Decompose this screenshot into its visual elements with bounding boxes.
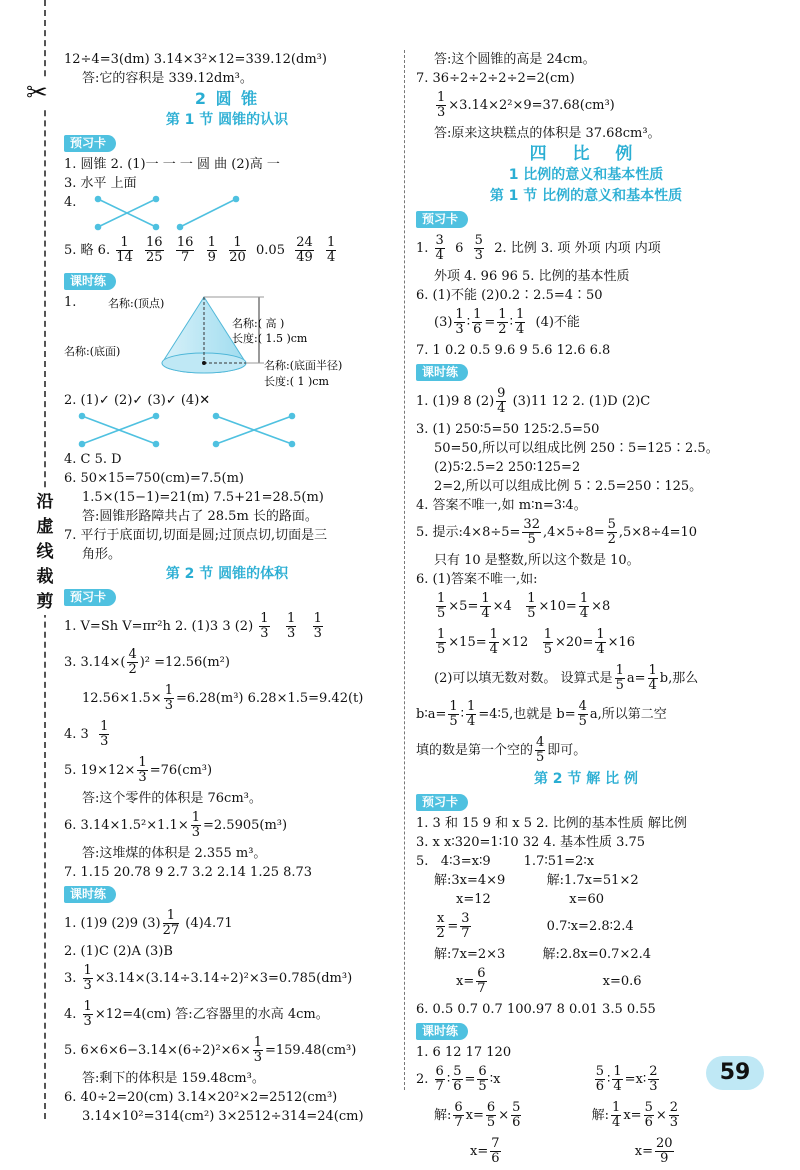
cone-diagram-block bbox=[64, 293, 390, 391]
fraction: $\frac{1}{5}$ bbox=[527, 591, 536, 621]
fraction: $\frac{1}{14}$ bbox=[116, 235, 133, 265]
matching-diagram bbox=[64, 410, 304, 450]
answer-text: 4. bbox=[64, 1007, 81, 1022]
answer-line: 外项 4. 96 96 5. 比例的基本性质 bbox=[434, 269, 630, 284]
fraction: $\frac{x}{2}$ bbox=[436, 911, 445, 941]
answer-text: =6.28(m³) 6.28×1.5=9.42(t) bbox=[175, 691, 364, 706]
fraction: $\frac{6}{5}$ bbox=[478, 1064, 487, 1094]
preview-tag: 预习卡 bbox=[416, 211, 468, 228]
answer-line: 1. 6 12 17 120 bbox=[416, 1045, 512, 1060]
answer-text: (4)不能 bbox=[535, 315, 580, 330]
answer-text: b,那么 bbox=[659, 671, 699, 686]
fraction: $\frac{1}{3}$ bbox=[164, 683, 173, 713]
section-title: 第 2 节 解 比 例 bbox=[533, 771, 639, 787]
fraction: $\frac{1}{3}$ bbox=[455, 307, 464, 337]
answer-text: x= bbox=[470, 1144, 489, 1159]
answer-line: 答:它的容积是 339.12dm³。 bbox=[82, 71, 253, 86]
right-column bbox=[416, 50, 756, 1170]
answer-text: 4. 3 bbox=[64, 727, 89, 742]
answer-text: )² =12.56(m²) bbox=[139, 655, 230, 670]
fraction: $\frac{1}{5}$ bbox=[615, 663, 624, 693]
answer-text: 5. 6×6×6−3.14×(6÷2)²×6× bbox=[64, 1043, 251, 1058]
answer-line: 答:这堆煤的体积是 2.355 m³。 bbox=[82, 846, 267, 861]
answer-line bbox=[64, 961, 390, 997]
answer-line: 答:原来这块糕点的体积是 37.68cm³。 bbox=[434, 126, 661, 141]
answer-text: 填的数是第一个空的 bbox=[416, 743, 534, 758]
answer-line bbox=[416, 384, 756, 420]
fraction: $\frac{9}{4}$ bbox=[497, 386, 506, 416]
fraction: $\frac{1}{5}$ bbox=[437, 591, 446, 621]
fraction: $\frac{1}{3}$ bbox=[100, 719, 109, 749]
answer-line bbox=[64, 717, 390, 753]
label-height: 名称:( 高 ) bbox=[232, 317, 285, 330]
answer-text: x=0.6 bbox=[602, 974, 642, 989]
answer-line bbox=[416, 589, 756, 625]
fraction: $\frac{5}{3}$ bbox=[474, 233, 483, 263]
fraction: $\frac{4}{2}$ bbox=[128, 647, 137, 677]
fraction: $\frac{20}{9}$ bbox=[656, 1136, 673, 1166]
answer-text: a= bbox=[626, 671, 646, 686]
answer-text: ×16 bbox=[607, 635, 636, 650]
answer-text: =76(cm³) bbox=[149, 763, 213, 778]
preview-tag: 预习卡 bbox=[64, 135, 116, 152]
answer-line bbox=[416, 661, 756, 697]
chapter-title: 2 圆 锥 bbox=[194, 89, 260, 108]
answer-text: 1. bbox=[416, 241, 429, 256]
answer-text: ×3.14×(3.14÷3.14÷2)²×3=0.785(dm³) bbox=[94, 971, 353, 986]
match-dot bbox=[96, 197, 101, 202]
answer-line: 5. 4∶3=x∶9 1.7∶51=2∶x bbox=[416, 854, 595, 869]
answer-text: (2)可以填无数对数。 设算式是 bbox=[434, 671, 613, 686]
scissors-icon: ✂ bbox=[26, 78, 48, 108]
fraction: $\frac{1}{5}$ bbox=[437, 627, 446, 657]
fraction: $\frac{1}{3}$ bbox=[138, 755, 147, 785]
answer-line: 答:这个圆锥的高是 24cm。 bbox=[434, 52, 596, 67]
answer-text: 6 bbox=[455, 241, 464, 256]
answer-text: ×8 bbox=[591, 599, 611, 614]
fraction: $\frac{16}{7}$ bbox=[176, 235, 194, 265]
fraction: $\frac{1}{3}$ bbox=[83, 999, 92, 1029]
center-dot bbox=[202, 361, 206, 365]
answer-line: 3.14×10²=314(cm²) 3×2512÷314=24(cm) bbox=[82, 1109, 364, 1124]
answer-line bbox=[416, 515, 756, 551]
answer-text: 3. bbox=[64, 971, 81, 986]
fraction: $\frac{1}{4}$ bbox=[515, 307, 525, 337]
answer-text: =4∶5,也就是 b= bbox=[478, 707, 576, 722]
answer-line bbox=[64, 997, 390, 1033]
fraction: $\frac{5}{2}$ bbox=[607, 517, 616, 547]
answer-text: =159.48(cm³) bbox=[265, 1043, 357, 1058]
answer-line: 50=50,所以可以组成比例 250∶5=125∶2.5。 bbox=[434, 441, 719, 456]
fraction: $\frac{6}{5}$ bbox=[486, 1100, 496, 1130]
practice-tag: 课时练 bbox=[64, 273, 116, 290]
answer-text: ×5= bbox=[448, 599, 479, 614]
fraction: $\frac{7}{6}$ bbox=[491, 1136, 500, 1166]
answer-line: 6. (1)答案不唯一,如: bbox=[416, 572, 538, 587]
fraction: $\frac{1}{4}$ bbox=[648, 663, 657, 693]
answer-line: 12÷4=3(dm) 3.14×3²×12=339.12(dm³) bbox=[64, 52, 327, 67]
answer-line: 6. 0.5 0.7 0.7 100.97 8 0.01 3.5 0.55 bbox=[416, 1002, 656, 1017]
answer-line: 2. (1)✓ (2)✓ (3)✓ (4)✕ bbox=[64, 393, 211, 408]
match-dot bbox=[234, 197, 239, 202]
answer-text: 1. (1)9 (2)9 (3) bbox=[64, 916, 161, 931]
fraction: $\frac{5}{6}$ bbox=[595, 1064, 604, 1094]
fraction: $\frac{1}{3}$ bbox=[313, 611, 322, 641]
match-dot bbox=[154, 225, 159, 230]
answer-line: 解:7x=2×3 解:2.8x=0.7×2.4 bbox=[434, 947, 652, 962]
match-line bbox=[180, 199, 236, 227]
fraction: $\frac{1}{3}$ bbox=[191, 810, 200, 840]
fraction: $\frac{1}{27}$ bbox=[162, 908, 180, 938]
fraction: $\frac{1}{4}$ bbox=[612, 1100, 621, 1130]
answer-text: 5. 略 6. bbox=[64, 243, 111, 258]
answer-line: (2)5∶2.5=2 250∶125=2 bbox=[434, 460, 581, 475]
answer-line: 答:剩下的体积是 159.48cm³。 bbox=[82, 1071, 265, 1086]
answer-text: ×3.14×2²×9=37.68(cm³) bbox=[448, 98, 615, 113]
matching-diagram bbox=[86, 193, 266, 233]
label-radius-length: 长度:( 1 )cm bbox=[264, 375, 329, 388]
answer-text: 2. 比例 3. 项 外项 内项 内项 bbox=[494, 241, 661, 256]
answer-line: (3) $\frac{1}{3}$ ∶ $\frac{1}{6}$ = $\frac{1}{2}$ ∶ $\frac{1}{4}$ (4)不能 bbox=[434, 307, 580, 337]
answer-line: $\frac{x}{2}$ = $\frac{3}{7}$ 0.7∶x=2.8∶2.4 bbox=[436, 911, 634, 941]
preview-tag: 预习卡 bbox=[416, 794, 468, 811]
answer-text: 5. 提示:4×8÷5= bbox=[416, 525, 521, 540]
column-divider bbox=[404, 50, 405, 1090]
answer-line: b∶a= $\frac{1}{5}$ ∶ $\frac{1}{4}$ =4∶5,也就是 b= $\frac{4}{5}$ a,所以第二空 bbox=[416, 699, 667, 729]
fraction: $\frac{32}{5}$ bbox=[523, 517, 540, 547]
match-dot bbox=[154, 197, 159, 202]
answer-text: (4)4.71 bbox=[185, 916, 233, 931]
answer-text: 解: bbox=[434, 1108, 452, 1123]
left-column bbox=[64, 50, 390, 1126]
answer-line bbox=[416, 625, 756, 661]
answer-text: ,5×8÷4=10 bbox=[618, 525, 698, 540]
fraction: $\frac{6}{7}$ bbox=[454, 1100, 463, 1130]
answer-line: 6. 50×15=750(cm)=7.5(m) bbox=[64, 471, 245, 486]
section-title: 第 2 节 圆锥的体积 bbox=[165, 566, 289, 582]
fraction: $\frac{1}{3}$ bbox=[260, 611, 269, 641]
matching-diagram-3 bbox=[64, 410, 390, 450]
answer-line: 7. 36÷2÷2÷2÷2=2(cm) bbox=[416, 71, 575, 86]
match-dot bbox=[96, 225, 101, 230]
answer-text: ×20= bbox=[555, 635, 594, 650]
answer-line bbox=[64, 753, 390, 789]
answer-line bbox=[416, 88, 756, 124]
fraction: $\frac{6}{7}$ bbox=[477, 966, 486, 996]
answer-text: 即可。 bbox=[547, 743, 587, 758]
answer-line bbox=[64, 808, 390, 844]
fraction: $\frac{2}{3}$ bbox=[669, 1100, 679, 1130]
practice-tag: 课时练 bbox=[416, 364, 468, 381]
answer-text: 5. 19×12× bbox=[64, 763, 136, 778]
answer-line bbox=[416, 733, 756, 769]
fraction: $\frac{4}{5}$ bbox=[578, 699, 587, 729]
answer-line: 3. (1) 250∶5=50 125∶2.5=50 bbox=[416, 422, 600, 437]
fraction: $\frac{3}{4}$ bbox=[435, 233, 444, 263]
answer-text: a,所以第二空 bbox=[589, 707, 667, 722]
fraction: $\frac{1}{4}$ bbox=[467, 699, 476, 729]
answer-text: 0.7∶x=2.8∶2.4 bbox=[546, 919, 634, 934]
answer-text: ×4 bbox=[492, 599, 512, 614]
answer-text: 1. V=Sh V=πr²h 2. (1)3 3 (2) bbox=[64, 619, 254, 634]
fraction: $\frac{1}{3}$ bbox=[286, 611, 296, 641]
unit-title: 四 比 例 bbox=[529, 144, 643, 164]
answer-line bbox=[64, 1033, 390, 1069]
answer-line bbox=[64, 233, 390, 269]
answer-line bbox=[64, 906, 390, 942]
answer-line: 2. $\frac{6}{7}$ ∶ $\frac{5}{6}$ = $\frac{6}{5}$ ∶x $\frac{5}{6}$ ∶ $\frac{1}{4}$ =x∶ $\frac{2}{3}$ bbox=[416, 1064, 658, 1094]
answer-text: 12.56×1.5× bbox=[82, 691, 162, 706]
answer-line bbox=[64, 645, 390, 681]
fraction: $\frac{5}{6}$ bbox=[644, 1100, 653, 1130]
fraction: $\frac{1}{4}$ bbox=[327, 235, 336, 265]
answer-line: 2=2,所以可以组成比例 5∶2.5=250∶125。 bbox=[434, 479, 703, 494]
answer-text: 2. bbox=[416, 1072, 429, 1087]
section-title: 第 1 节 圆锥的认识 bbox=[165, 112, 289, 128]
answer-text: x= bbox=[634, 1144, 654, 1159]
answer-line: 6. (1)不能 (2)0.2∶2.5=4∶50 bbox=[416, 288, 603, 303]
fraction: $\frac{1}{3}$ bbox=[253, 1035, 262, 1065]
answer-line: 答:圆锥形路障共占了 28.5m 长的路面。 bbox=[82, 509, 318, 524]
fraction: $\frac{1}{4}$ bbox=[481, 591, 490, 621]
fraction: $\frac{1}{4}$ bbox=[489, 627, 498, 657]
fraction: $\frac{1}{20}$ bbox=[229, 235, 246, 265]
answer-line: 3. x x∶320=1∶10 32 4. 基本性质 3.75 bbox=[416, 835, 646, 850]
label-height-length: 长度:( 1.5 )cm bbox=[232, 332, 308, 345]
preview-tag: 预习卡 bbox=[64, 589, 116, 606]
answer-line: 1.5×(15−1)=21(m) 7.5+21=28.5(m) bbox=[82, 490, 324, 505]
answer-text: ×12 bbox=[500, 635, 529, 650]
fraction: $\frac{1}{4}$ bbox=[596, 627, 605, 657]
answer-line bbox=[64, 681, 390, 717]
answer-text: ×12=4(cm) 答:乙容器里的水高 4cm。 bbox=[94, 1007, 329, 1022]
practice-tag: 课时练 bbox=[416, 1023, 468, 1040]
fraction: $\frac{3}{7}$ bbox=[461, 911, 470, 941]
fraction: $\frac{24}{49}$ bbox=[296, 235, 313, 265]
label-apex: 名称:(顶点) bbox=[108, 297, 165, 310]
answer-line: 6. 40÷2=20(cm) 3.14×20²×2=2512(cm³) bbox=[64, 1090, 338, 1105]
question-number: 4. bbox=[64, 195, 77, 210]
answer-line: 1. 圆锥 2. (1)一 一 一 圆 曲 (2)高 一 bbox=[64, 157, 280, 172]
answer-text: 0.05 bbox=[256, 243, 285, 258]
question-number: 1. bbox=[64, 295, 77, 310]
answer-line bbox=[64, 609, 390, 645]
cut-label: 沿虚线裁剪 bbox=[33, 490, 57, 615]
answer-line: 解: $\frac{6}{7}$ x= $\frac{6}{5}$ × $\frac{5}{6}$ 解: $\frac{1}{4}$ x= $\frac{5}{6}$ × $\frac{2}{3}$ bbox=[434, 1100, 679, 1130]
answer-text: b∶a= bbox=[416, 707, 447, 722]
answer-text: x= bbox=[456, 974, 475, 989]
answer-line: 2. (1)C (2)A (3)B bbox=[64, 944, 173, 959]
answer-line: 4. C 5. D bbox=[64, 452, 122, 467]
answer-line: 1. 3 和 15 9 和 x 5 2. 比例的基本性质 解比例 bbox=[416, 816, 687, 831]
answer-text: (3) bbox=[434, 315, 453, 330]
answer-text: ×10= bbox=[538, 599, 577, 614]
answer-text: 解: bbox=[591, 1108, 610, 1123]
answer-text: =2.5905(m³) bbox=[203, 818, 288, 833]
matching-question bbox=[64, 193, 390, 233]
fraction: $\frac{1}{2}$ bbox=[498, 307, 507, 337]
answer-text: (3)11 12 2. (1)D (2)C bbox=[512, 394, 651, 409]
unit-subtitle: 1 比例的意义和基本性质 bbox=[508, 167, 664, 183]
section-title: 第 1 节 比例的意义和基本性质 bbox=[489, 188, 683, 204]
answer-line: 3. 水平 上面 bbox=[64, 176, 137, 191]
answer-text: 3. 3.14×( bbox=[64, 655, 126, 670]
fraction: $\frac{2}{3}$ bbox=[649, 1064, 658, 1094]
practice-tag: 课时练 bbox=[64, 886, 116, 903]
fraction: $\frac{4}{5}$ bbox=[536, 735, 545, 765]
answer-line: 4. 答案不唯一,如 m∶n=3∶4。 bbox=[416, 498, 587, 513]
answer-line bbox=[416, 964, 756, 1000]
answer-text: 6. 3.14×1.5²×1.1× bbox=[64, 818, 189, 833]
page-number: 59 bbox=[706, 1056, 764, 1090]
fraction: $\frac{6}{7}$ bbox=[435, 1064, 444, 1094]
answer-line bbox=[416, 231, 756, 267]
answer-line: 7. 1 0.2 0.5 9.6 9 5.6 12.6 6.8 bbox=[416, 343, 611, 358]
fraction: $\frac{1}{4}$ bbox=[579, 591, 589, 621]
answer-line: 答:这个零件的体积是 76cm³。 bbox=[82, 791, 262, 806]
fraction: $\frac{1}{6}$ bbox=[473, 307, 482, 337]
answer-text: ,4×5÷8= bbox=[542, 525, 605, 540]
answer-line bbox=[416, 1134, 756, 1170]
fraction: $\frac{5}{6}$ bbox=[512, 1100, 521, 1130]
fraction: $\frac{1}{5}$ bbox=[449, 699, 458, 729]
answer-line: 7. 1.15 20.78 9 2.7 3.2 2.14 1.25 8.73 bbox=[64, 865, 313, 880]
fraction: $\frac{1}{3}$ bbox=[83, 963, 92, 993]
fraction: $\frac{1}{4}$ bbox=[613, 1064, 622, 1094]
answer-line: 解:3x=4×9 解:1.7x=51×2 bbox=[434, 873, 639, 888]
fraction: $\frac{1}{5}$ bbox=[543, 627, 553, 657]
answer-text: ×15= bbox=[448, 635, 487, 650]
answer-line: 只有 10 是整数,所以这个数是 10。 bbox=[434, 553, 640, 568]
fraction: $\frac{1}{9}$ bbox=[207, 235, 216, 265]
label-base: 名称:(底面) bbox=[64, 345, 121, 358]
answer-line: 角形。 bbox=[82, 547, 122, 562]
match-dot bbox=[178, 225, 183, 230]
cone-diagram bbox=[64, 293, 384, 391]
fraction: $\frac{16}{25}$ bbox=[146, 235, 163, 265]
fraction: $\frac{5}{6}$ bbox=[453, 1064, 462, 1094]
answer-line: x=12 x=60 bbox=[456, 892, 605, 907]
fraction: $\frac{1}{3}$ bbox=[437, 90, 446, 120]
answer-text: 1. (1)9 8 (2) bbox=[416, 394, 495, 409]
label-radius: 名称:(底面半径) bbox=[264, 359, 343, 372]
answer-line: 7. 平行于底面切,切面是圆;过顶点切,切面是三 bbox=[64, 528, 328, 543]
